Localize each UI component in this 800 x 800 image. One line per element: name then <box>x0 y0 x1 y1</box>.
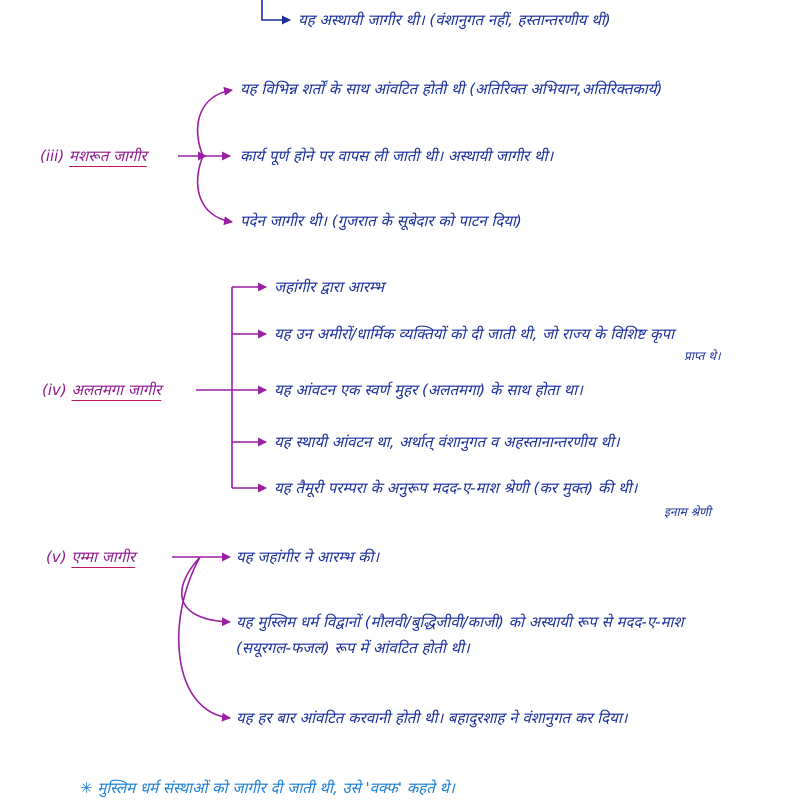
section4-item-2-cont: प्राप्त थे। <box>684 349 721 363</box>
section3-item-3: पदेन जागीर थी। (गुजरात के सूबेदार को पाटन दिया) <box>240 212 522 230</box>
section4-number: (iv) <box>42 381 67 399</box>
section4-heading <box>42 381 161 399</box>
footnote-text: मुस्लिम धर्म संस्थाओं को जागीर दी जाती थी, उसे 'वक्फ' कहते थे। <box>97 779 455 797</box>
section5-number: (v) <box>46 548 67 566</box>
section5-item-2: यह मुस्लिम धर्म विद्वानों (मौलवी/बुद्धिजीवी/काजी) को अस्थायी रूप से मदद-ए-माश <box>236 613 684 631</box>
section5-item-3: यह हर बार आंवटित करवानी होती थी। बहादुरशाह ने वंशानुगत कर दिया। <box>236 709 628 727</box>
section5-title: एम्मा जागीर <box>71 548 136 566</box>
top-arrow <box>262 0 290 20</box>
section3-brace <box>178 90 232 222</box>
section4-item-1: जहांगीर द्वारा आरम्भ <box>274 278 385 296</box>
section4-item-4: यह स्थायी आंवटन था, अर्थात् वंशानुगत व अहस्तानान्तरणीय थी। <box>274 433 620 451</box>
section4-item-3: यह आंवटन एक स्वर्ण मुहर (अलतमगा) के साथ होता था। <box>274 381 583 399</box>
section3-item-2: कार्य पूर्ण होने पर वापस ली जाती थी। अस्थायी जागीर थी। <box>240 147 554 165</box>
section3-item-1: यह विभिन्न शर्तों के साथ आंवटित होती थी (अतिरिक्त अभियान,अतिरिक्तकार्य) <box>240 80 663 98</box>
section4-tree <box>196 287 266 488</box>
footnote <box>80 779 455 797</box>
section4-item-5-cont: इनाम श्रेणी <box>664 505 711 519</box>
asterisk-icon: ✳ <box>80 779 93 797</box>
top-item: यह अस्थायी जागीर थी। (वंशानुगत नहीं, हस्तान्तरणीय थी) <box>298 11 611 29</box>
section4-title: अलतमगा जागीर <box>71 381 162 399</box>
section3-heading <box>40 147 147 165</box>
section4-item-5: यह तैमूरी परम्परा के अनुरूप मदद-ए-माश श्रेणी (कर मुक्त) की थी। <box>274 479 638 497</box>
section3-number: (iii) <box>40 147 65 165</box>
section4-item-2: यह उन अमीरों/धार्मिक व्यक्तियों को दी जाती थी, जो राज्य के विशिष्ट कृपा <box>274 325 674 343</box>
section5-brace <box>172 557 230 718</box>
section5-item-1: यह जहांगीर ने आरम्भ की। <box>236 548 380 566</box>
section3-title: मशरूत जागीर <box>69 147 147 165</box>
section5-heading <box>46 548 135 566</box>
section5-item-2-cont: (सयूरगल-फजल) रूप में आंवटित होती थी। <box>236 639 470 657</box>
